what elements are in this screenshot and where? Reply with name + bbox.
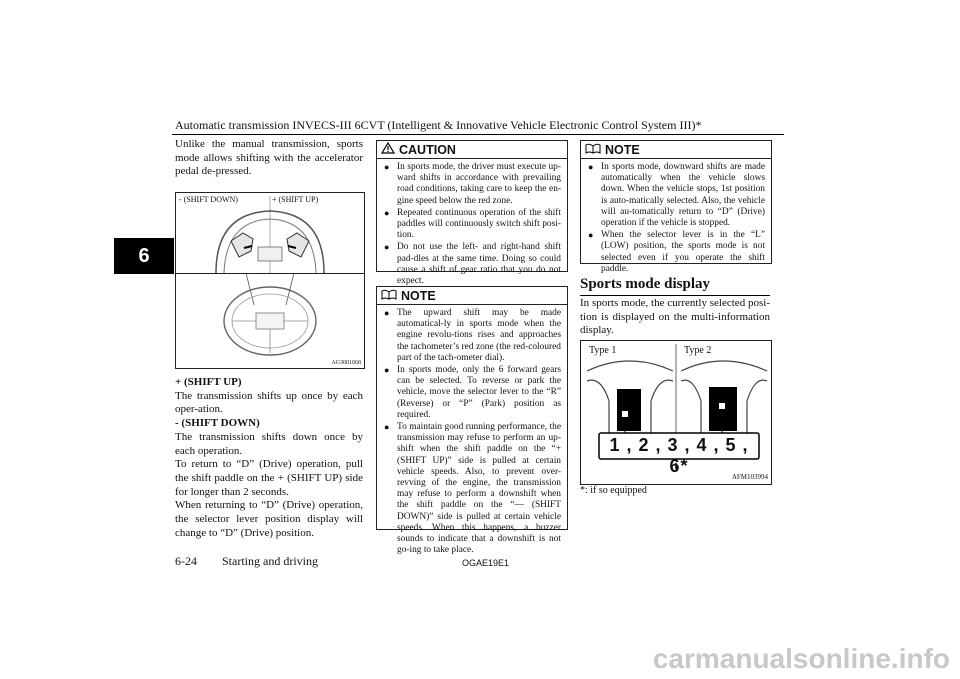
note-item: ● To maintain good running performance, the transmission may refuse to perform an up-shift when the shift paddle on the “+ (SHIFT UP)” side is pulled at certain vehicle speeds. Also, to prevent over-revving of the engine, the transmission may refuse to perform a downshift when the shift paddle on the “— (SHIFT DOWN)” side is pulled at certain vehicle speeds. When this happens, a buzzer sounds to indicate that a downshift is not go-ing to take place. bbox=[383, 422, 561, 556]
intro-text-block bbox=[175, 138, 363, 179]
note-title: NOTE bbox=[401, 288, 436, 303]
sports-display-paragraph: In sports mode, the currently selected posi-tion is displayed on the multi-information display. bbox=[580, 297, 770, 337]
type2-label: Type 2 bbox=[684, 345, 712, 356]
caution-item: ● Repeated continuous operation of the shift paddles will continuously switch shift posi-tion. bbox=[383, 208, 561, 242]
figure-code: AG3001068 bbox=[331, 360, 361, 366]
page-header: Automatic transmission INVECS-III 6CVT (Intelligent & Innovative Vehicle Electronic Control System III)* bbox=[175, 118, 702, 132]
figure-code: AFM103994 bbox=[731, 473, 768, 481]
footer-section-title: Starting and driving bbox=[222, 554, 318, 568]
note-item: ● In sports mode, only the 6 forward gears can be selected. To reverse or park the vehicle, move the selector lever to the “R” (Reverse) or “P” (Park) position as required. bbox=[383, 365, 561, 421]
note-header bbox=[581, 141, 771, 159]
warning-triangle-icon bbox=[381, 142, 395, 157]
shift-down-label: - (SHIFT DOWN) bbox=[179, 195, 238, 204]
caution-header bbox=[377, 141, 567, 159]
note-header bbox=[377, 287, 567, 305]
shift-down-heading: - (SHIFT DOWN) bbox=[175, 417, 260, 430]
note-title: NOTE bbox=[605, 142, 640, 157]
steering-wheel-illustration bbox=[176, 193, 364, 368]
type1-label: Type 1 bbox=[589, 345, 617, 356]
page-number: 6-24 bbox=[175, 554, 197, 568]
caution-item: ● Do not use the left- and right-hand shift pad-dles at the same time. Doing so could cause a shift of gear ratio that you do not expect. bbox=[383, 242, 561, 287]
document-code: OGAE19E1 bbox=[462, 558, 510, 568]
note-item: ● The upward shift may be made automatical-ly in sports mode when the engine revolu-tions rises and approaches the tachometer’s red zone (the red-coloured part of the tach-ometer dial). bbox=[383, 308, 561, 364]
note-item: ● In sports mode, downward shifts are made automatically when the vehicle slows down. When the vehicle stops, 1st position is auto-matically selected. Also, the vehicle will au-tomatically return to “D” (Drive) operation if the vehicle is stopped. bbox=[587, 162, 765, 229]
returning-drive-text: When returning to “D” (Drive) operation, the selector lever position display will change to “D” (Drive) position. bbox=[175, 499, 363, 539]
shift-up-heading: + (SHIFT UP) bbox=[175, 376, 242, 388]
shift-down-text: The transmission shifts down once by each operation. bbox=[175, 430, 363, 457]
caution-item: ● In sports mode, the driver must execute up-ward shifts in accordance with prevailing road conditions, taking care to keep the en-gine speed below the red zone. bbox=[383, 162, 561, 207]
shift-up-text: The transmission shifts up once by each oper-ation. bbox=[175, 389, 363, 416]
note-item: ● When the selector lever is in the “L” (LOW) position, the sports mode is not selected even if you operate the shift paddle. bbox=[587, 230, 765, 275]
shift-explanation-block bbox=[175, 376, 363, 540]
section-heading: Sports mode display bbox=[580, 276, 770, 296]
footnote: *: if so equipped bbox=[580, 485, 647, 496]
multi-info-display-figure bbox=[580, 340, 772, 485]
caution-box bbox=[376, 140, 568, 287]
caution-title: CAUTION bbox=[399, 142, 456, 157]
shift-paddle-figure bbox=[175, 192, 365, 369]
note-box-middle bbox=[376, 286, 568, 556]
note-pencil-icon bbox=[381, 288, 397, 303]
chapter-tab: 6 bbox=[114, 238, 174, 274]
shift-up-label: + (SHIFT UP) bbox=[272, 195, 319, 204]
gear-positions-readout: 1 , 2 , 3 , 4 , 5 , 6* bbox=[609, 435, 749, 476]
header-divider bbox=[172, 134, 784, 135]
return-drive-text: To return to “D” (Drive) operation, pull the shift paddle on the + (SHIFT UP) side for longer than 2 seconds. bbox=[175, 458, 363, 498]
sports-display-text-block bbox=[580, 297, 770, 338]
watermark: carmanualsonline.info bbox=[652, 643, 950, 674]
intro-paragraph: Unlike the manual transmission, sports mode allows shifting with the accelerator pedal de-pressed. bbox=[175, 138, 363, 178]
note-box-right bbox=[580, 140, 772, 274]
note-pencil-icon bbox=[585, 142, 601, 157]
